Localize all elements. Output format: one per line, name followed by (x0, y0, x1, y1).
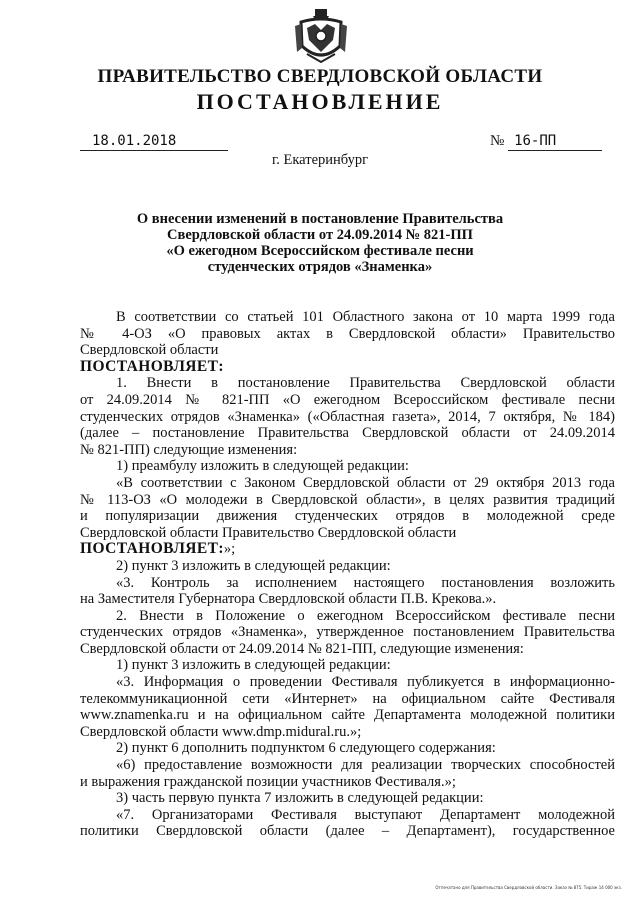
government-name: ПРАВИТЕЛЬСТВО СВЕРДЛОВСКОЙ ОБЛАСТИ (97, 66, 543, 87)
document-type: ПОСТАНОВЛЕНИЕ (196, 89, 444, 114)
body-line: «6) предоставление возможности для реализации творческих способностей (116, 757, 615, 774)
city: г. Екатеринбург (271, 152, 369, 168)
body-line: студенческих отрядов «Знаменка», утвержденное постановлением Правительства (80, 624, 615, 641)
body-line: на Заместителя Губернатора Свердловской области П.В. Крекова.». (80, 591, 497, 608)
decree-heading-quoted (80, 541, 615, 558)
body-line: www.znamenka.ru и на официальном сайте Департамента молодежной политики (80, 707, 615, 724)
title-line: О внесении изменений в постановление Правительства (136, 211, 504, 227)
body-line: 2. Внести в Положение о ежегодном Всероссийском фестивале песни (116, 607, 615, 624)
body-line: № 4-ОЗ «О правовых актах в Свердловской области» Правительство (80, 325, 615, 342)
body-line: Свердловской области www.dmp.midural.ru.»; (80, 723, 362, 740)
coat-of-arms-emblem (293, 6, 349, 66)
decree-heading-text: ПОСТАНОВЛЯЕТ: (80, 540, 224, 558)
body-line: и выражения гражданской позиции участников Фестиваля.»; (80, 773, 456, 790)
body-line: «3. Контроль за исполнением настоящего постановления возложить (116, 574, 615, 591)
title-line: «О ежегодном Всероссийском фестивале песни (166, 243, 474, 259)
title-line: Свердловской области от 24.09.2014 № 821-ПП (167, 227, 473, 243)
body-line: «7. Организаторами Фестиваля выступают Департамент молодежной (116, 806, 615, 823)
print-footer: Отпечатано для Правительства Свердловской области. Заказ № 875. Тираж 14 000 экз. (435, 885, 622, 890)
body-line: и популяризации движения студенческих отрядов в молодежной среде (80, 508, 615, 525)
body-line: от 24.09.2014 № 821-ПП «О ежегодном Всероссийском фестивале песни (80, 391, 615, 408)
body-line: 3) часть первую пункта 7 изложить в следующей редакции: (116, 790, 484, 807)
body-line: В соответствии со статьей 101 Областного закона от 10 марта 1999 года (116, 309, 615, 325)
body-line: 1) пункт 3 изложить в следующей редакции: (116, 657, 391, 674)
body-line: 1. Внести в постановление Правительства Свердловской области (116, 375, 615, 392)
document-number: 16-ПП (508, 132, 602, 151)
body-line: «В соответствии с Законом Свердловской области от 29 октября 2013 года (116, 474, 615, 491)
title-line: студенческих отрядов «Знаменка» (207, 259, 433, 275)
document-number-block (490, 132, 602, 151)
body-line: 1) преамбулу изложить в следующей редакции: (116, 458, 409, 475)
number-sign: № (490, 133, 505, 149)
body-line: № 821-ПП) следующие изменения: (80, 441, 298, 458)
body-line: Свердловской области от 24.09.2014 № 821-ПП, следующие изменения: (80, 640, 524, 657)
body-line: политики Свердловской области (далее – Департамент), государственное (80, 823, 615, 840)
body-line: (далее – постановление Правительства Свердловской области от 24.09.2014 (80, 425, 615, 442)
document-body (80, 309, 615, 840)
body-line: Свердловской области (80, 342, 219, 359)
body-line: 2) пункт 6 дополнить подпунктом 6 следующего содержания: (116, 740, 496, 757)
body-line: студенческих отрядов «Знаменка» («Областная газета», 2014, 7 октября, № 184) (80, 408, 615, 425)
decree-heading: ПОСТАНОВЛЯЕТ: (80, 357, 224, 375)
body-line: № 113-ОЗ «О молодежи в Свердловской области», в целях развития традиций (80, 491, 615, 508)
document-title (80, 211, 560, 275)
quote-close: »; (223, 541, 236, 558)
body-line: телекоммуникационной сети «Интернет» на официальном сайте Фестиваля (80, 690, 615, 707)
body-line: 2) пункт 3 изложить в следующей редакции: (116, 557, 391, 574)
document-date: 18.01.2018 (80, 132, 228, 151)
body-line: Свердловской области Правительство Свердловской области (80, 524, 457, 541)
body-line: «3. Информация о проведении Фестиваля публикуется в информационно- (116, 674, 615, 691)
